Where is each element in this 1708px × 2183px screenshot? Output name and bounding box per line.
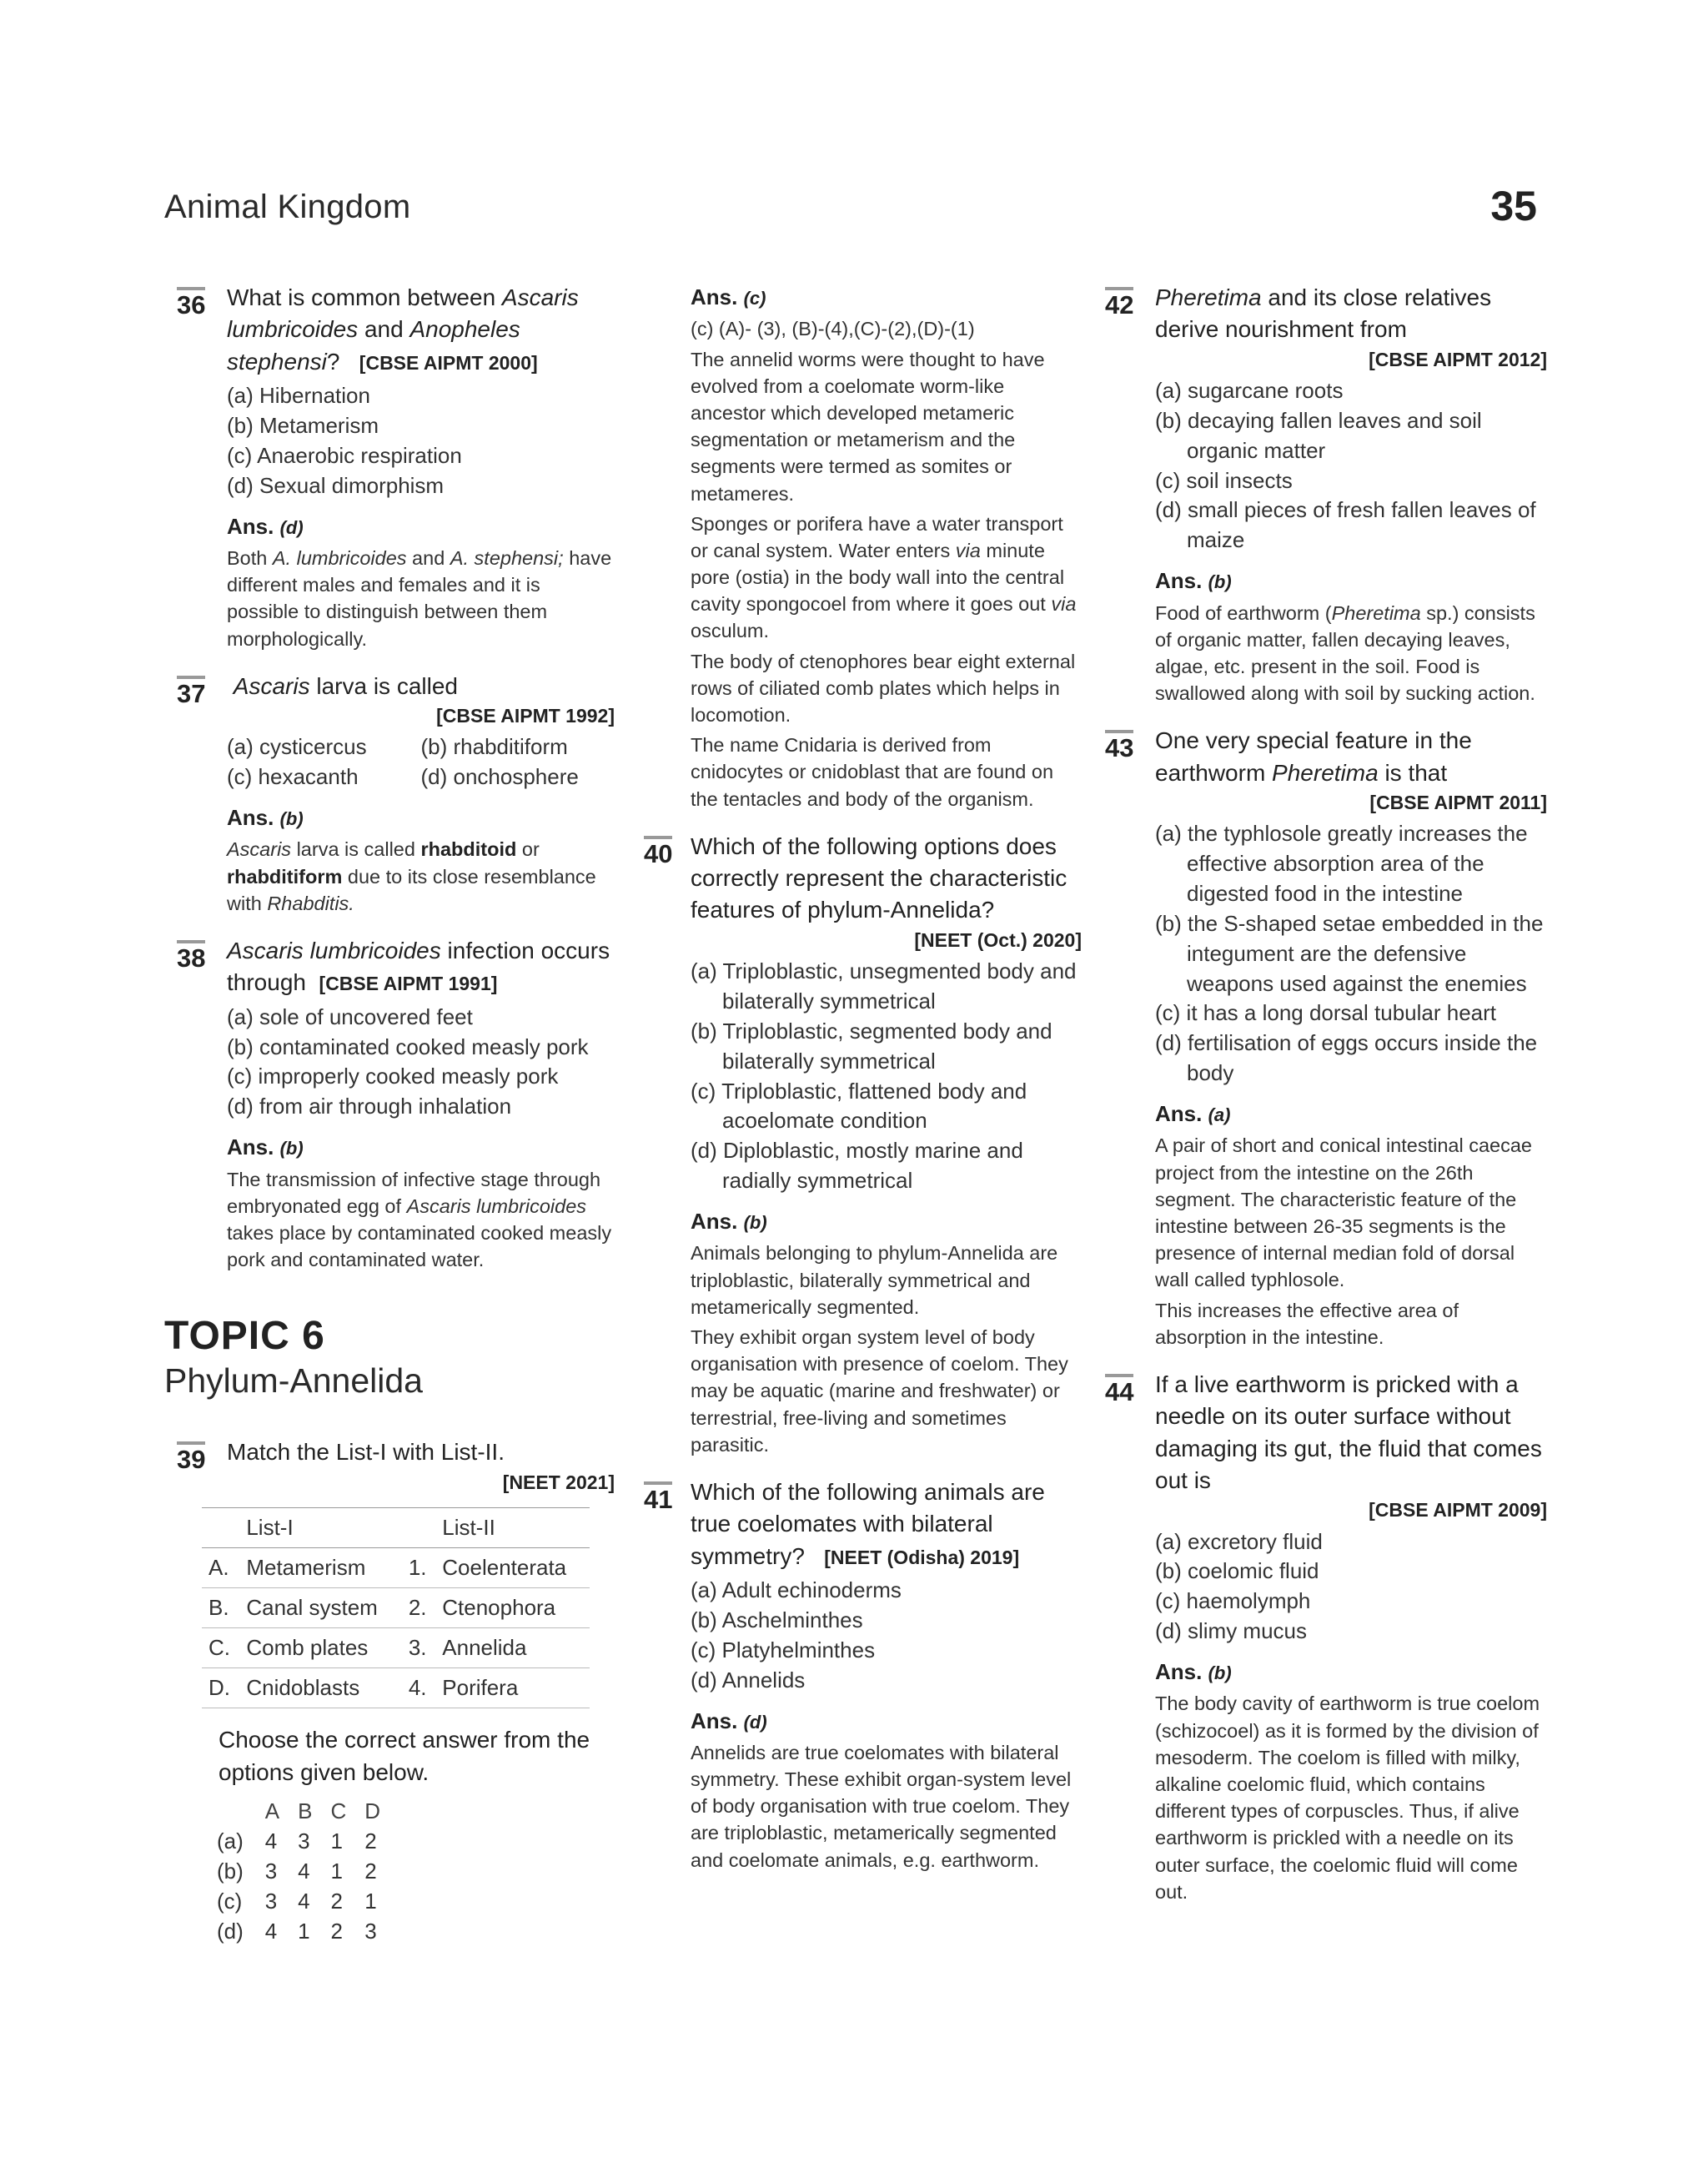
q-text-part: One very special feature in the earthworm	[1155, 727, 1472, 786]
grid-row	[217, 1827, 399, 1857]
option: (c) Anaerobic respiration	[227, 442, 462, 468]
q-text-part: is that	[1378, 759, 1448, 786]
grid-cell: 4	[264, 1918, 278, 1944]
exp-bold: rhabditoid	[420, 838, 517, 861]
grid-cell: 4	[264, 1828, 278, 1854]
exp-part: Sponges or porifera have a water transport or canal system. Water enters	[691, 512, 1063, 561]
exp-paragraph: The name Cnidaria is derived from cnidocytes or cnidoblast that are found on the tentacles and body of the organism.	[691, 734, 1054, 810]
exp-paragraph: This increases the effective area of absorption in the intestine.	[1155, 1299, 1459, 1348]
option: (d) Sexual dimorphism	[227, 472, 445, 498]
grid-cell: 1	[330, 1859, 343, 1884]
table-row	[202, 1547, 590, 1587]
exp-paragraph: They exhibit organ system level of body organisation with presence of coelom. They may be aquatic (marine and freshwater) or terrestrial, free-living and sometimes parasitic.	[691, 1325, 1068, 1456]
exp-paragraph: Animals belonging to phylum-Annelida are triploblastic, bilaterally symmetrical and metamerically segmented.	[691, 1242, 1058, 1318]
question-text	[227, 671, 615, 702]
option: (a) sugarcane roots	[1155, 377, 1344, 403]
exp-italic: Ascaris lumbricoides	[406, 1195, 587, 1217]
exp-part: have different males and females and it is possible to distinguish between them morphologically.	[227, 546, 612, 650]
grid-cell: 2	[364, 1828, 377, 1854]
answer-label: Ans.	[1155, 1101, 1203, 1127]
grid-cell: 4	[298, 1888, 310, 1914]
question-number: 39	[177, 1441, 205, 1472]
option: (a) Adult echinoderms	[691, 1577, 902, 1602]
question-text	[691, 1476, 1082, 1572]
question-38	[164, 935, 615, 1273]
answer-label: Ans.	[691, 1708, 738, 1733]
table-header-cell: List-II	[435, 1507, 590, 1547]
q-text-italic: Ascaris lumbricoides	[227, 937, 441, 963]
q-text-italic: Pheretima	[1155, 284, 1262, 310]
question-number: 44	[1105, 1374, 1133, 1405]
option: (d) slimy mucus	[1155, 1618, 1308, 1644]
exam-tag: [NEET 2021]	[502, 1471, 615, 1493]
table-cell: 3.	[402, 1627, 435, 1667]
answer	[691, 282, 1082, 312]
explanation	[691, 1739, 1082, 1874]
grid-cell: 3	[298, 1828, 310, 1854]
options	[227, 381, 615, 501]
answer	[691, 1706, 1082, 1736]
grid-cell	[217, 1797, 265, 1827]
grid-cell: 2	[330, 1888, 343, 1914]
options	[1155, 376, 1547, 556]
exp-part: Food of earthworm (	[1155, 601, 1332, 624]
option: (a) cysticercus	[227, 734, 367, 760]
exp-paragraph: The body of ctenophores bear eight external rows of ciliated comb plates which helps in locomotion.	[691, 650, 1076, 727]
option: (b) Metamerism	[227, 412, 379, 438]
q-text-part: and its close relatives derive nourishment from	[1155, 284, 1492, 343]
exam-tag: [CBSE AIPMT 2012]	[1369, 348, 1547, 370]
question-text	[1155, 725, 1547, 789]
question-text	[227, 282, 615, 378]
question-36	[164, 282, 615, 652]
option: (b) Aschelminthes	[691, 1607, 863, 1632]
q-text-part: ?	[326, 348, 340, 375]
option: (d) Annelids	[691, 1667, 806, 1693]
question-37	[164, 671, 615, 917]
option: (d) from air through inhalation	[227, 1094, 512, 1119]
q-text-part: Which of the following animals are true coelomates with bilateral symmetry?	[691, 1478, 1045, 1569]
options	[227, 1003, 615, 1123]
topic-heading	[164, 1315, 615, 1403]
exp-paragraph: Annelids are true coelomates with bilateral symmetry. These exhibit organ-system level of body organisation with true coelom. They are triploblastic, metamerically segmented and coelomate animals, e.g. earthworm.	[691, 1741, 1072, 1871]
table-row	[202, 1587, 590, 1627]
options	[1155, 1527, 1547, 1647]
option: (d) Diploblastic, mostly marine and radially symmetrical	[691, 1138, 1023, 1194]
exam-tag: [CBSE AIPMT 2000]	[359, 351, 538, 374]
option: (d) onchosphere	[420, 764, 579, 790]
exam-tag: [CBSE AIPMT 2011]	[1369, 792, 1547, 814]
table-cell: Annelida	[435, 1627, 590, 1667]
answer-value: (b)	[279, 1138, 304, 1159]
explanation	[1155, 1132, 1547, 1351]
answer-label: Ans.	[227, 1134, 274, 1160]
answer-39	[631, 282, 1082, 812]
option: (c) improperly cooked measly pork	[227, 1064, 559, 1089]
explanation	[1155, 1690, 1547, 1905]
exam-tag: [CBSE AIPMT 1992]	[436, 705, 615, 727]
exp-part: larva is called	[291, 838, 421, 861]
table-row	[202, 1627, 590, 1667]
question-number: 42	[1105, 287, 1133, 318]
column-left	[164, 282, 615, 1965]
options	[1155, 819, 1547, 1089]
table-header-cell	[202, 1507, 239, 1547]
question-text	[227, 935, 615, 999]
table-header-cell	[402, 1507, 435, 1547]
option: (d) small pieces of fresh fallen leaves of maize	[1155, 497, 1536, 553]
exam-tag: [NEET (Oct.) 2020]	[914, 928, 1082, 951]
table-cell: C.	[202, 1627, 239, 1667]
question-40	[631, 831, 1082, 1458]
q-text-part: infection occurs through	[227, 937, 610, 996]
exp-part: Both	[227, 546, 273, 569]
answer	[1155, 566, 1547, 596]
exp-paragraph: (c) (A)- (3), (B)-(4),(C)-(2),(D)-(1)	[691, 318, 975, 340]
table-cell: B.	[202, 1587, 239, 1627]
grid-cell: A	[264, 1798, 280, 1824]
question-text	[1155, 282, 1547, 346]
question-41	[631, 1476, 1082, 1874]
question-number: 37	[177, 676, 205, 707]
option: (c) hexacanth	[227, 764, 359, 790]
chapter-title: Animal Kingdom	[164, 189, 411, 225]
answer	[227, 511, 615, 541]
answer-grid	[217, 1797, 399, 1946]
options	[691, 957, 1082, 1196]
q-text-part: and	[358, 316, 410, 343]
q-text-italic: Pheretima	[1272, 759, 1379, 786]
exp-part: minute pore (ostia) in the body wall into the central cavity spongocoel from where it goes out	[691, 539, 1065, 616]
question-number: 41	[644, 1481, 672, 1512]
exp-part: sp.) consists of organic matter, fallen decaying leaves, algae, etc. present in the soil. Food is swallowed along with soil by sucking action.	[1155, 601, 1535, 705]
answer-label: Ans.	[691, 284, 738, 309]
exp-paragraph: A pair of short and conical intestinal caecae project from the intestine on the 26th segment. The characteristic feature of the intestine between 26-35 segments is the presence of internal median fold of dorsal wall called typhlosole.	[1155, 1134, 1532, 1291]
answer	[691, 1206, 1082, 1236]
exp-part: due to its close resemblance with	[227, 865, 596, 914]
answer	[1155, 1657, 1547, 1687]
table-row	[202, 1667, 590, 1708]
grid-row	[217, 1917, 399, 1947]
table-cell: Canal system	[239, 1587, 401, 1627]
table-cell: D.	[202, 1667, 239, 1708]
q-text-italic: Ascaris	[233, 672, 310, 699]
question-42	[1105, 282, 1547, 707]
option: (a) excretory fluid	[1155, 1528, 1323, 1554]
question-text: Match the List-I with List-II.	[227, 1439, 505, 1466]
answer-value: (b)	[743, 1212, 767, 1234]
table-cell: 4.	[402, 1667, 435, 1708]
option: (a) Triploblastic, unsegmented body and bilaterally symmetrical	[691, 958, 1077, 1014]
explanation	[1155, 600, 1547, 707]
table-header-row	[202, 1507, 590, 1547]
table-cell: Ctenophora	[435, 1587, 590, 1627]
column-middle	[631, 282, 1082, 1892]
exam-tag: [NEET (Odisha) 2019]	[824, 1546, 1020, 1568]
page-header	[164, 183, 1537, 239]
table-cell: Porifera	[435, 1667, 590, 1708]
table-cell: Cnidoblasts	[239, 1667, 401, 1708]
option: (c) Platyhelminthes	[691, 1637, 876, 1662]
option: (b) contaminated cooked measly pork	[227, 1034, 589, 1059]
grid-row	[217, 1887, 399, 1917]
option: (a) Hibernation	[227, 383, 370, 409]
explanation	[227, 836, 615, 917]
table-header-cell: List-I	[239, 1507, 401, 1547]
q-text-part: What is common between	[227, 284, 502, 310]
exp-italic: A. stephensi;	[450, 546, 564, 569]
grid-row	[217, 1857, 399, 1887]
exp-paragraph: The annelid worms were thought to have evolved from a coelomate worm-like ancestor which developed metameric segmentation or metamerism and the segments were termed as somites or metameres.	[691, 348, 1045, 505]
exp-part: The transmission of infective stage through embryonated egg of	[227, 1168, 601, 1217]
topic-name: Phylum-Annelida	[164, 1361, 423, 1401]
grid-cell: 4	[298, 1859, 310, 1884]
answer-value: (d)	[743, 1711, 767, 1733]
column-right	[1105, 282, 1547, 1924]
explanation	[691, 315, 1082, 812]
options	[227, 732, 615, 792]
grid-cell: B	[298, 1798, 313, 1824]
question-number: 40	[644, 836, 672, 867]
option: (c) haemolymph	[1155, 1588, 1311, 1614]
exp-part: or	[516, 838, 540, 861]
exp-bold: rhabditiform	[227, 865, 343, 888]
table-cell: 1.	[402, 1547, 435, 1587]
answer-value: (b)	[1208, 571, 1232, 593]
exam-tag: [CBSE AIPMT 1991]	[319, 973, 498, 995]
question-44	[1105, 1369, 1547, 1905]
grid-cell: 2	[330, 1918, 343, 1944]
option: (c) it has a long dorsal tubular heart	[1155, 1000, 1496, 1026]
table-cell: Metamerism	[239, 1547, 401, 1587]
match-table	[202, 1507, 590, 1708]
answer	[227, 1132, 615, 1162]
answer	[227, 802, 615, 832]
exp-italic: Pheretima	[1331, 601, 1421, 624]
exam-tag: [CBSE AIPMT 2009]	[1369, 1499, 1547, 1522]
table-cell: Comb plates	[239, 1627, 401, 1667]
topic-label: TOPIC 6	[164, 1314, 325, 1359]
option: (c) soil insects	[1155, 467, 1293, 493]
grid-cell: (a)	[217, 1828, 244, 1854]
q-text-part: larva is called	[309, 672, 458, 699]
q-text-italic: Ascaris lumbricoides	[227, 284, 579, 343]
answer	[1155, 1099, 1547, 1129]
option: (b) Triploblastic, segmented body and bilaterally symmetrical	[691, 1018, 1052, 1074]
explanation	[691, 1240, 1082, 1458]
question-43	[1105, 725, 1547, 1351]
exp-italic: via	[1051, 593, 1077, 616]
option: (c) Triploblastic, flattened body and acoelomate condition	[691, 1078, 1027, 1134]
explanation	[227, 545, 615, 652]
option: (b) the S-shaped setae embedded in the integument are the defensive weapons used against the enemies	[1155, 910, 1544, 996]
exp-part: and	[406, 546, 450, 569]
exp-paragraph	[691, 511, 1082, 645]
answer-label: Ans.	[691, 1209, 738, 1235]
options	[691, 1576, 1082, 1696]
option: (b) rhabditiform	[420, 734, 568, 760]
grid-header-row	[217, 1797, 399, 1827]
grid-cell: (d)	[217, 1918, 244, 1944]
grid-cell: 1	[330, 1828, 343, 1854]
question-number: 43	[1105, 730, 1133, 761]
answer-value: (a)	[1208, 1104, 1231, 1126]
table-cell: Coelenterata	[435, 1547, 590, 1587]
question-text: Which of the following options does correctly represent the characteristic features of phylum-Annelida?	[691, 832, 1068, 923]
grid-cell: 3	[264, 1888, 278, 1914]
answer-label: Ans.	[1155, 568, 1203, 594]
table-cell: A.	[202, 1547, 239, 1587]
option: (b) decaying fallen leaves and soil organic matter	[1155, 407, 1482, 463]
grid-cell: 1	[298, 1918, 310, 1944]
option: (a) sole of uncovered feet	[227, 1003, 473, 1029]
question-text: If a live earthworm is pricked with a needle on its outer surface without damaging its gut, the fluid that comes out is	[1155, 1371, 1542, 1494]
grid-cell: 2	[364, 1859, 377, 1884]
answer-value: (d)	[279, 516, 304, 538]
exp-italic: Rhabditis.	[267, 892, 354, 914]
exp-italic: A. lumbricoides	[272, 546, 407, 569]
question-number: 38	[177, 940, 205, 971]
answer-label: Ans.	[1155, 1659, 1203, 1685]
grid-cell: C	[330, 1798, 347, 1824]
exp-italic: via	[955, 539, 981, 561]
exp-part: takes place by contaminated cooked measly pork and contaminated water.	[227, 1221, 612, 1271]
answer-label: Ans.	[227, 513, 274, 539]
grid-cell: (c)	[217, 1888, 243, 1914]
option: (b) coelomic fluid	[1155, 1558, 1319, 1584]
exp-part: osculum.	[691, 620, 770, 642]
grid-cell: (b)	[217, 1859, 244, 1884]
page-number: 35	[1490, 183, 1537, 229]
explanation	[227, 1166, 615, 1274]
option: (a) the typhlosole greatly increases the effective absorption area of the digested food in the intestine	[1155, 821, 1528, 906]
grid-cell: 1	[364, 1888, 377, 1914]
question-number: 36	[177, 287, 205, 318]
table-cell: 2.	[402, 1587, 435, 1627]
grid-cell: D	[364, 1798, 381, 1824]
option: (d) fertilisation of eggs occurs inside the body	[1155, 1030, 1538, 1086]
instruction-text: Choose the correct answer from the options given below.	[219, 1726, 590, 1786]
grid-cell: 3	[264, 1859, 278, 1884]
answer-value: (c)	[743, 288, 766, 309]
exp-italic: Ascaris	[227, 838, 292, 861]
question-39	[164, 1436, 615, 1946]
q-text-italic: Anopheles stephensi	[227, 316, 520, 375]
exp-paragraph: The body cavity of earthworm is true coelom (schizocoel) as it is formed by the division of mesoderm. The coelom is filled with milky, alkaline coelomic fluid, which contains different types of corpuscles. Thus, if alive earthworm is prickled with a needle on its outer surface, the coelomic fluid will come out.	[1155, 1693, 1540, 1903]
answer-label: Ans.	[227, 805, 274, 831]
answer-value: (b)	[279, 808, 304, 830]
grid-cell: 3	[364, 1918, 377, 1944]
answer-value: (b)	[1208, 1662, 1232, 1684]
